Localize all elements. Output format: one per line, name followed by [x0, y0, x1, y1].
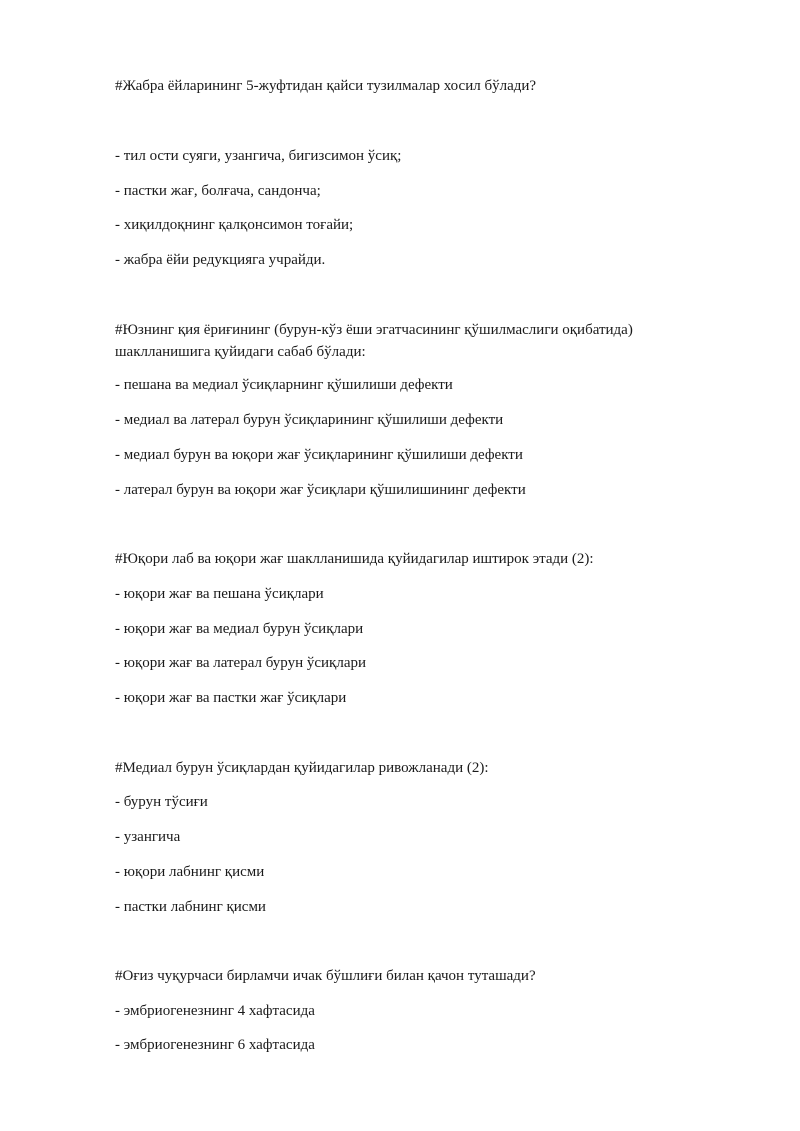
answer-5-1: - эмбриогенезнинг 4 хафтасида [115, 1003, 315, 1019]
answer-3-3: - юқори жағ ва латерал бурун ўсиқлари [115, 655, 367, 671]
answer-5-2: - эмбриогенезнинг 6 хафтасида [115, 1037, 315, 1053]
question-3: #Юқори лаб ва юқори жағ шаклланишида қуйидагилар иштирок этади (2): [115, 551, 594, 567]
answer-4-3: - юқори лабнинг қисми [115, 864, 265, 880]
question-5: #Оғиз чуқурчаси бирламчи ичак бўшлиғи билан қачон туташади? [115, 968, 536, 984]
answer-4-1: - бурун тўсиғи [115, 794, 208, 810]
question-2: #Юзнинг қия ёриғининг (бурун-кўз ёши эгатчасининг қўшилмаслиги оқибатида) шаклланишига қуйидаги сабаб бўлади: [115, 322, 633, 360]
answer-1-4: - жабра ёйи редукцияга учрайди. [115, 252, 326, 268]
answer-2-1: - пешана ва медиал ўсиқларнинг қўшилиши дефекти [115, 377, 453, 393]
question-4: #Медиал бурун ўсиқлардан қуйидагилар ривожланади (2): [115, 760, 489, 776]
answer-3-4: - юқори жағ ва пастки жағ ўсиқлари [115, 690, 347, 706]
answer-1-1: - тил ости суяги, узангича, бигизсимон ўсиқ; [115, 148, 402, 164]
answer-3-1: - юқори жағ ва пешана ўсиқлари [115, 586, 324, 602]
answer-4-4: - пастки лабнинг қисми [115, 899, 266, 915]
answer-2-4: - латерал бурун ва юқори жағ ўсиқлари қўшилишининг дефекти [115, 482, 526, 498]
answer-2-3: - медиал бурун ва юқори жағ ўсиқларининг қўшилиши дефекти [115, 447, 523, 463]
answer-1-2: - пастки жағ, болғача, сандонча; [115, 183, 321, 199]
answer-3-2: - юқори жағ ва медиал бурун ўсиқлари [115, 621, 364, 637]
answer-2-2: - медиал ва латерал бурун ўсиқларининг қўшилиши дефекти [115, 412, 504, 428]
question-1: #Жабра ёйларининг 5-жуфтидан қайси тузилмалар хосил бўлади? [115, 78, 537, 94]
answer-1-3: - хиқилдоқнинг қалқонсимон тоғайи; [115, 217, 354, 233]
answer-4-2: - узангича [115, 829, 181, 845]
